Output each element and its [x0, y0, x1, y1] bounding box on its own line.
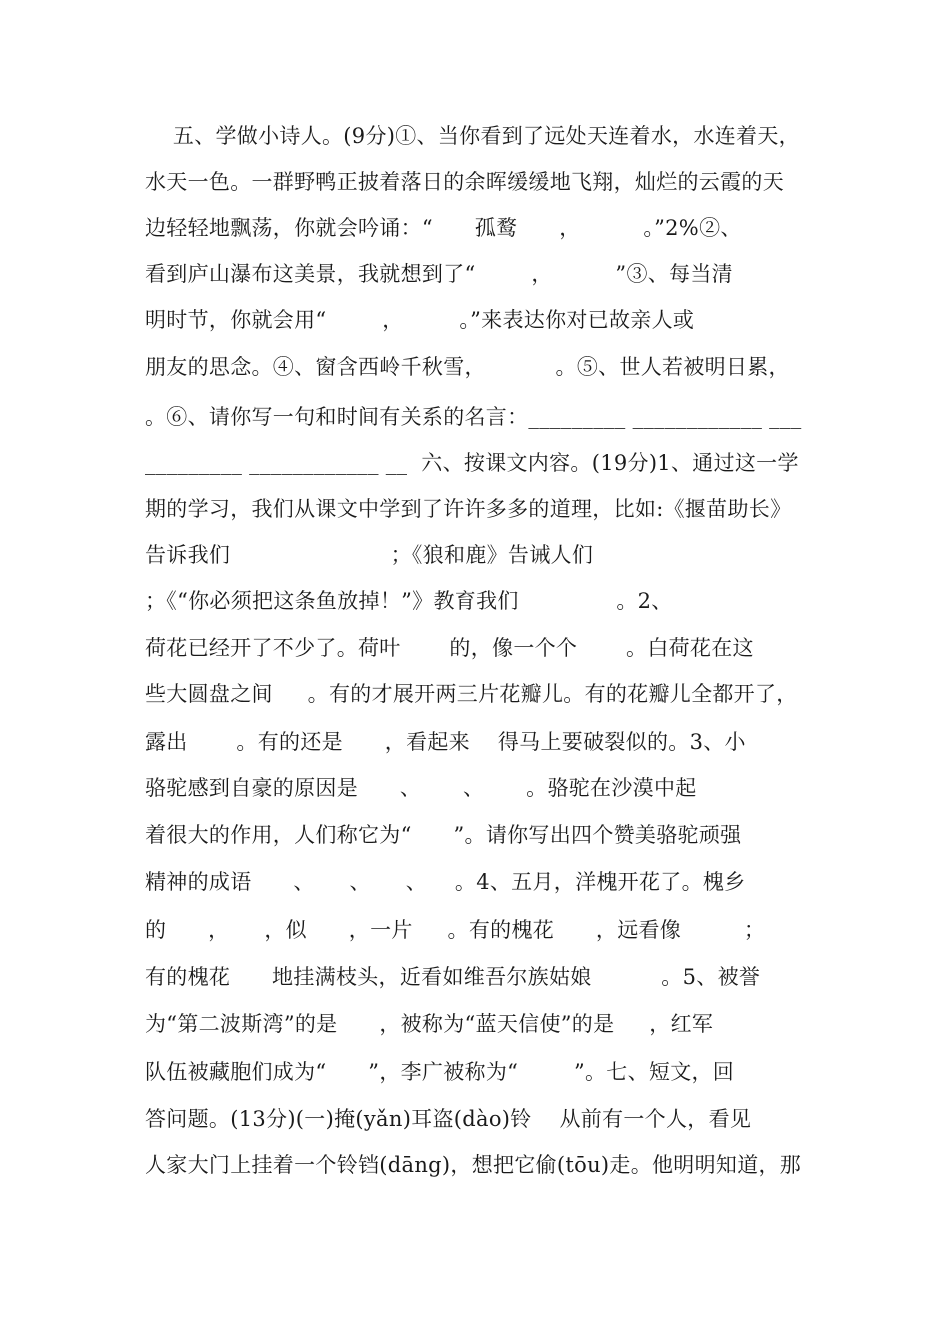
text-line: 看到庐山瀑布这美景，我就想到了“ ， ”③、每当清 — [145, 262, 733, 286]
text-line: 着很大的作用，人们称它为“ ”。请你写出四个赞美骆驼顽强 — [145, 823, 742, 847]
text-line: 答问题。(13分)(一)掩(yǎn)耳盗(dào)铃 从前有一个人，看见 — [145, 1107, 752, 1131]
text-line: 露出 。有的还是 ，看起来 得马上要破裂似的。3、小 — [145, 730, 746, 754]
text-line: 朋友的思念。④、窗含西岭千秋雪， 。⑤、世人若被明日累， — [145, 355, 790, 379]
text-line: 精神的成语 、 、 、 。4、五月，洋槐开花了。槐乡 — [145, 870, 746, 894]
text-line: 荷花已经开了不少了。荷叶 的，像一个个 。白荷花在这 — [145, 636, 754, 660]
text-line: 队伍被藏胞们成为“ ”，李广被称为“ ”。七、短文，回 — [145, 1060, 735, 1084]
text-line: 的 ， ，似 ，一片 。有的槐花 ，远看像 ； — [145, 918, 766, 942]
text-line: 告诉我们 ；《狼和鹿》告诫人们 — [145, 543, 594, 567]
text-line: 人家大门上挂着一个铃铛(dāng)，想把它偷(tōu)走。他明明知道，那 — [145, 1153, 802, 1177]
text-line: 为“第二波斯湾”的是 ，被称为“蓝天信使”的是 ，红军 — [145, 1012, 714, 1036]
text-line: 期的学习，我们从课文中学到了许许多多的道理，比如:《揠苗助长》 — [145, 497, 792, 521]
text-line: 骆驼感到自豪的原因是 、 、 。骆驼在沙漠中起 — [145, 776, 697, 800]
text-line: 水天一色。一群野鸭正披着落日的余晖缓缓地飞翔，灿烂的云霞的天 — [145, 170, 784, 194]
text-line: 。⑥、请你写一句和时间有关系的名言：_________ ____________ ___ — [145, 405, 802, 429]
text-line: 有的槐花 地挂满枝头，近看如维吾尔族姑娘 。5、被誉 — [145, 965, 761, 989]
text-line: _________ ____________ __ 六、按课文内容。(19分)1、通过这一学 — [145, 451, 799, 475]
text-line: 五、学做小诗人。(9分)①、当你看到了远处天连着水，水连着天， — [145, 124, 800, 148]
text-line: 边轻轻地飘荡，你就会吟诵：“ 孤鹜 ， 。”2%②、 — [145, 216, 742, 240]
text-line: ；《“你必须把这条鱼放掉！”》教育我们 。2、 — [145, 589, 673, 613]
text-line: 明时节，你就会用“ ， 。”来表达你对已故亲人或 — [145, 308, 695, 332]
text-line: 些大圆盘之间 。有的才展开两三片花瓣儿。有的花瓣儿全都开了， — [145, 682, 798, 706]
